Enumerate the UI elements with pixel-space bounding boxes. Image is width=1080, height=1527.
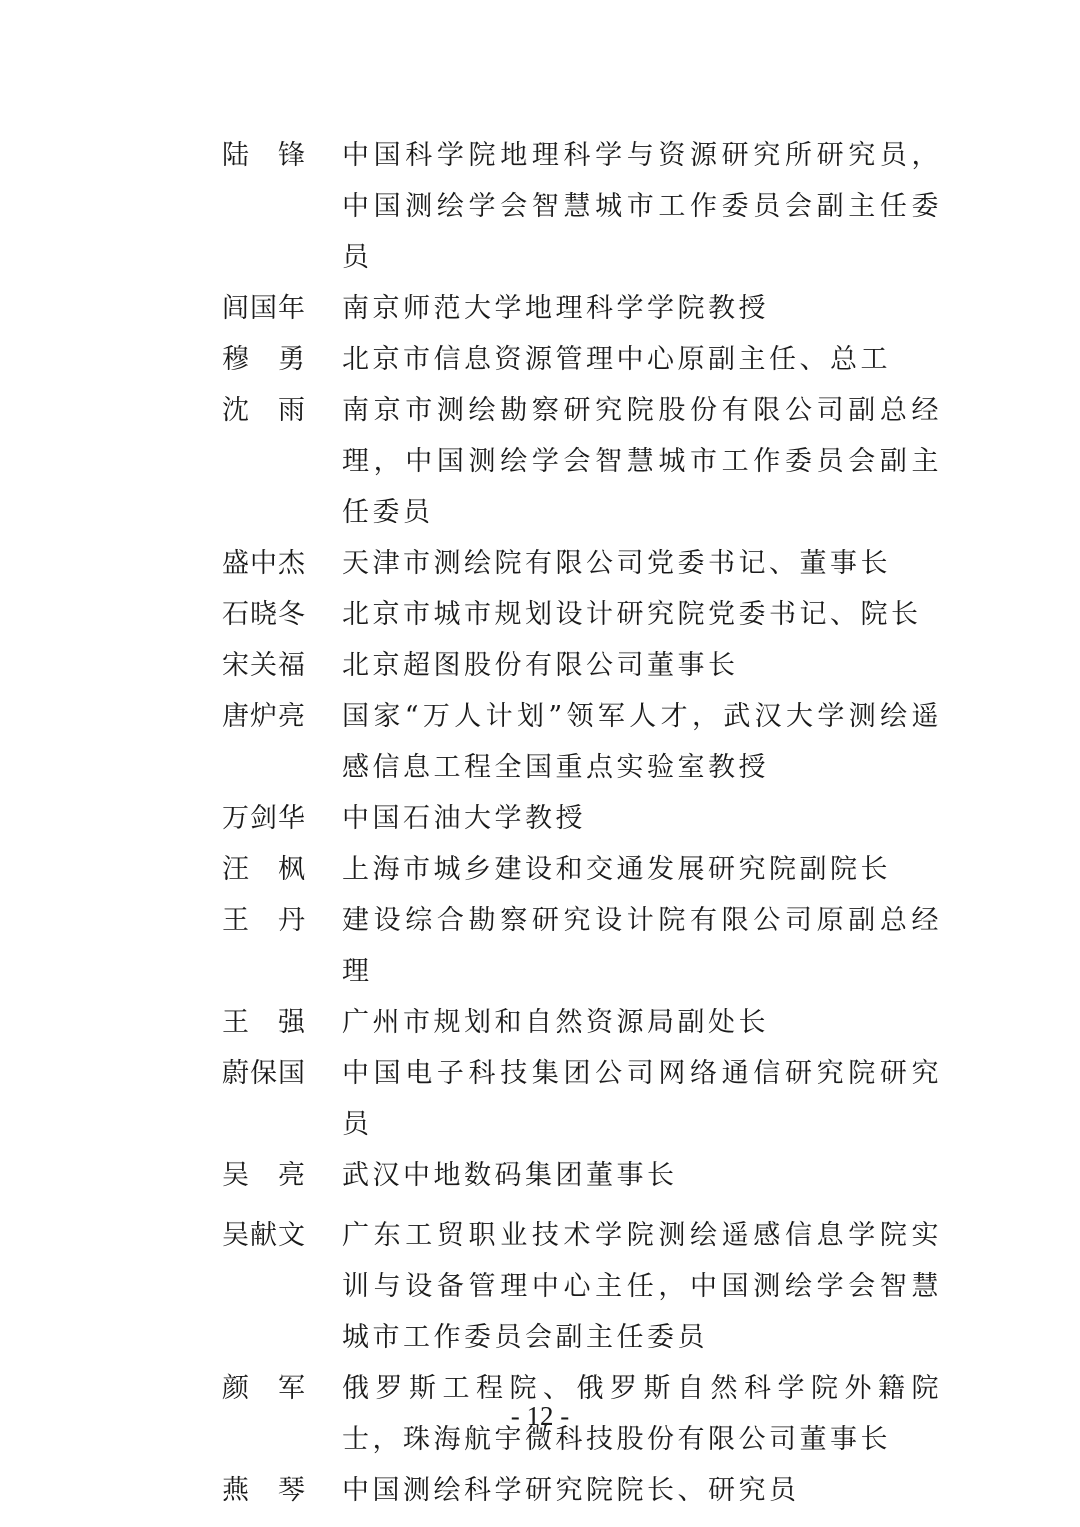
member-title: 南京市测绘勘察研究院股份有限公司副总经理，中国测绘学会智慧城市工作委员会副主任委员 — [342, 395, 942, 528]
member-title: 俄罗斯工程院、俄罗斯自然科学院外籍院士，珠海航宇微科技股份有限公司董事长 — [342, 1373, 942, 1455]
member-title: 天津市测绘院有限公司党委书记、董事长 — [342, 548, 891, 579]
member-name: 颜 军 — [222, 1373, 306, 1404]
member-title: 北京市信息资源管理中心原副主任、总工 — [342, 344, 891, 375]
member-name: 沈 雨 — [222, 395, 306, 426]
member-name: 宋关福 — [222, 650, 306, 681]
member-entry — [222, 538, 942, 589]
member-entry — [222, 1048, 942, 1150]
member-name: 万剑华 — [222, 803, 306, 834]
member-name: 盛中杰 — [222, 548, 306, 579]
member-entry — [222, 997, 942, 1048]
member-entry — [222, 283, 942, 334]
member-entry — [222, 385, 942, 538]
member-title: 中国测绘科学研究院院长、研究员 — [342, 1475, 800, 1506]
member-entry — [222, 793, 942, 844]
member-entry — [222, 1150, 942, 1201]
member-name: 闾国年 — [222, 293, 306, 324]
member-entry — [222, 1210, 942, 1363]
member-title: 国家“万人计划”领军人才，武汉大学测绘遥感信息工程全国重点实验室教授 — [342, 701, 942, 783]
member-title: 北京市城市规划设计研究院党委书记、院长 — [342, 599, 922, 630]
member-title: 建设综合勘察研究设计院有限公司原副总经理 — [342, 905, 942, 987]
member-title: 武汉中地数码集团董事长 — [342, 1160, 678, 1191]
member-entry — [222, 691, 942, 793]
member-title: 南京师范大学地理科学学院教授 — [342, 293, 769, 324]
member-name: 王 丹 — [222, 905, 306, 936]
page-number: - 12 - — [510, 1401, 570, 1431]
member-title: 中国石油大学教授 — [342, 803, 586, 834]
member-title: 中国科学院地理科学与资源研究所研究员，中国测绘学会智慧城市工作委员会副主任委员 — [342, 140, 942, 273]
member-name: 燕 琴 — [222, 1475, 306, 1506]
member-entry — [222, 589, 942, 640]
member-title: 广东工贸职业技术学院测绘遥感信息学院实训与设备管理中心主任，中国测绘学会智慧城市工作委员会副主任委员 — [342, 1220, 942, 1353]
member-entry — [222, 895, 942, 997]
member-title: 广州市规划和自然资源局副处长 — [342, 1007, 769, 1038]
member-entry — [222, 640, 942, 691]
member-name: 蔚保国 — [222, 1058, 306, 1089]
member-entry — [222, 1465, 942, 1516]
member-entry — [222, 844, 942, 895]
member-entry — [222, 334, 942, 385]
member-name: 吴 亮 — [222, 1160, 306, 1191]
member-entry — [222, 130, 942, 283]
member-name: 石晓冬 — [222, 599, 306, 630]
member-title: 中国电子科技集团公司网络通信研究院研究员 — [342, 1058, 942, 1140]
member-list — [222, 130, 942, 1516]
member-title: 上海市城乡建设和交通发展研究院副院长 — [342, 854, 891, 885]
member-name: 王 强 — [222, 1007, 306, 1038]
member-name: 陆 锋 — [222, 140, 306, 171]
member-name: 汪 枫 — [222, 854, 306, 885]
member-name: 吴献文 — [222, 1220, 306, 1251]
member-title: 北京超图股份有限公司董事长 — [342, 650, 739, 681]
member-name: 穆 勇 — [222, 344, 306, 375]
member-name: 唐炉亮 — [222, 701, 306, 732]
